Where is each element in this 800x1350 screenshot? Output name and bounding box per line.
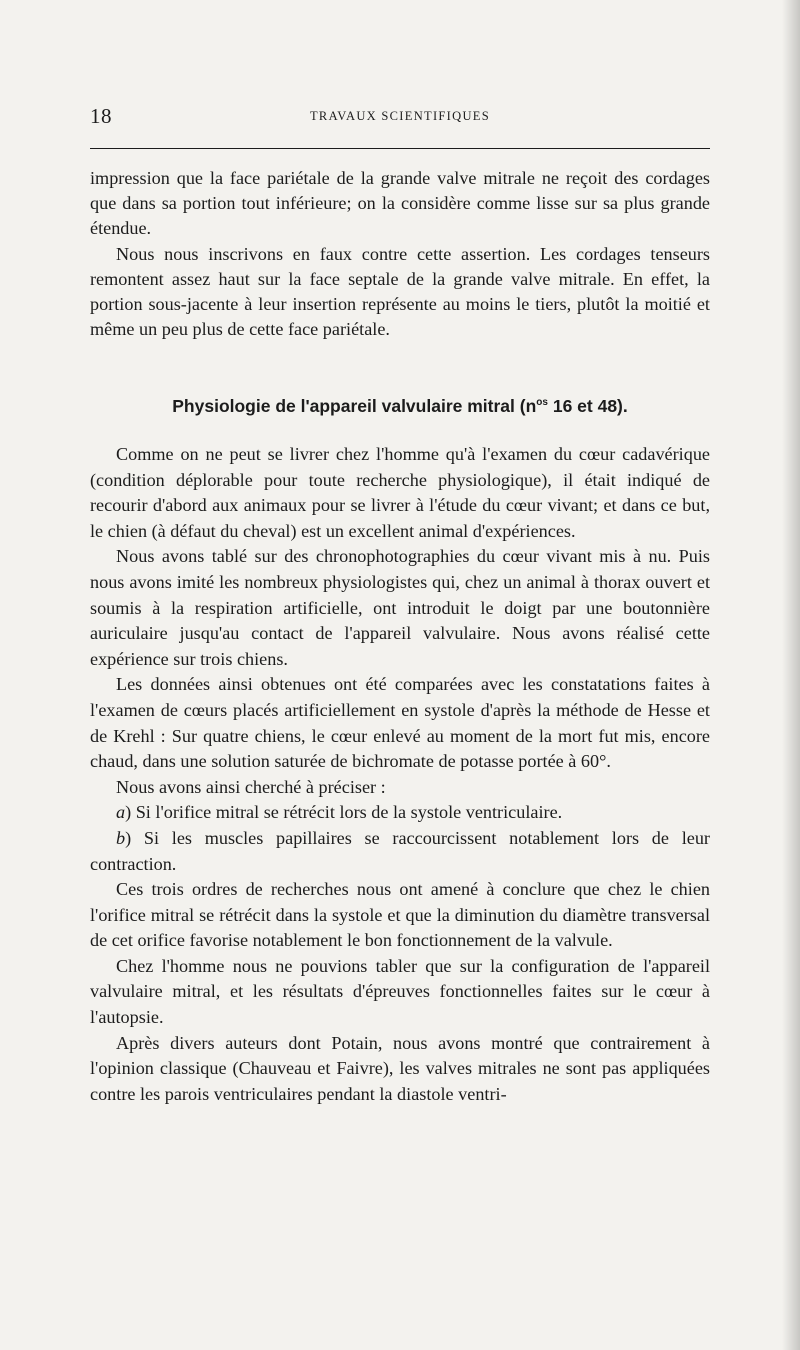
paragraph: Les données ainsi obtenues ont été comparées avec les constatations faites à l'examen de cœurs placés artificiellement en systole d'après la méthode de Hesse et de Krehl : Sur quatre chiens, le cœur enlevé au moment de la mort fut mis, encore chaud, dans une solution saturée de bichromate de potasse portée à 60°. (90, 674, 710, 772)
list-item-a-text: ) Si l'orifice mitral se rétrécit lors de la systole ventriculaire. (125, 802, 563, 823)
section-heading (90, 396, 710, 417)
running-title: TRAVAUX SCIENTIFIQUES (310, 109, 490, 123)
header-rule (90, 148, 710, 149)
paragraph: Après divers auteurs dont Potain, nous avons montré que contrairement à l'opinion classique (Chauveau et Faivre), les valves mitrales ne sont pas appliquées contre les parois ventriculaires pendant la diastole ventri- (90, 1032, 710, 1104)
section-body (90, 442, 710, 1107)
page-number: 18 (90, 104, 112, 128)
list-item-a-label: a (116, 802, 126, 823)
intro-text (90, 166, 710, 342)
paragraph: Nous avons tablé sur des chronophotographies du cœur vivant mis à nu. Puis nous avons imité les nombreux physiologistes qui, chez un animal à thorax ouvert et soumis à la respiration artificielle, ont introduit le doigt par une boutonnière auriculaire jusqu'au contact de l'appareil valvulaire. Nous avons réalisé cette expérience sur trois chiens. (90, 546, 710, 669)
paragraph: Ces trois ordres de recherches nous ont amené à conclure que chez le chien l'orifice mitral se rétrécit dans la systole et que la diminution du diamètre transversal de cet orifice favorise notablement le bon fonctionnement de la valvule. (90, 879, 710, 951)
page-header (90, 104, 710, 130)
intro-paragraph-2: Nous nous inscrivons en faux contre cette assertion. Les cordages tenseurs remontent assez haut sur la face septale de la grande valve mitrale. En effet, la portion sous-jacente à leur insertion représente au moins le tiers, plutôt la moitié et même un peu plus de cette face pariétale. (90, 243, 710, 340)
list-item-a (90, 800, 710, 826)
section-title-sup: os (536, 397, 548, 409)
section-title-close: ). (617, 396, 628, 416)
section-title: Physiologie de l'appareil valvulaire mitral (172, 396, 515, 416)
paragraph: Chez l'homme nous ne pouvions tabler que sur la configuration de l'appareil valvulaire mitral, et les résultats d'épreuves fonctionnelles faites sur le cœur à l'autopsie. (90, 955, 710, 1028)
page-edge-shadow (782, 0, 800, 1350)
paragraph: Comme on ne peut se livrer chez l'homme qu'à l'examen du cœur cadavérique (condition déplorable pour toute recherche physiologique), il était indiqué de recourir d'abord aux animaux pour se livrer à l'étude du cœur vivant; et dans ce but, le chien (à défaut du cheval) est un excellent animal d'expériences. (90, 444, 710, 541)
paragraph: Nous avons ainsi cherché à préciser : (116, 776, 386, 797)
section-title-refs: 16 et 48 (547, 396, 618, 416)
list-item-b-text: ) Si les muscles papillaires se raccourcissent notablement lors de leur contraction. (90, 827, 710, 874)
list-item-b (90, 826, 710, 877)
intro-paragraph-1: impression que la face pariétale de la grande valve mitrale ne reçoit des cordages que dans sa portion tout inférieure; on la considère comme lisse sur sa plus grande étendue. (90, 168, 710, 239)
list-item-b-label: b (116, 827, 126, 848)
section-title-open: (n (519, 396, 537, 416)
